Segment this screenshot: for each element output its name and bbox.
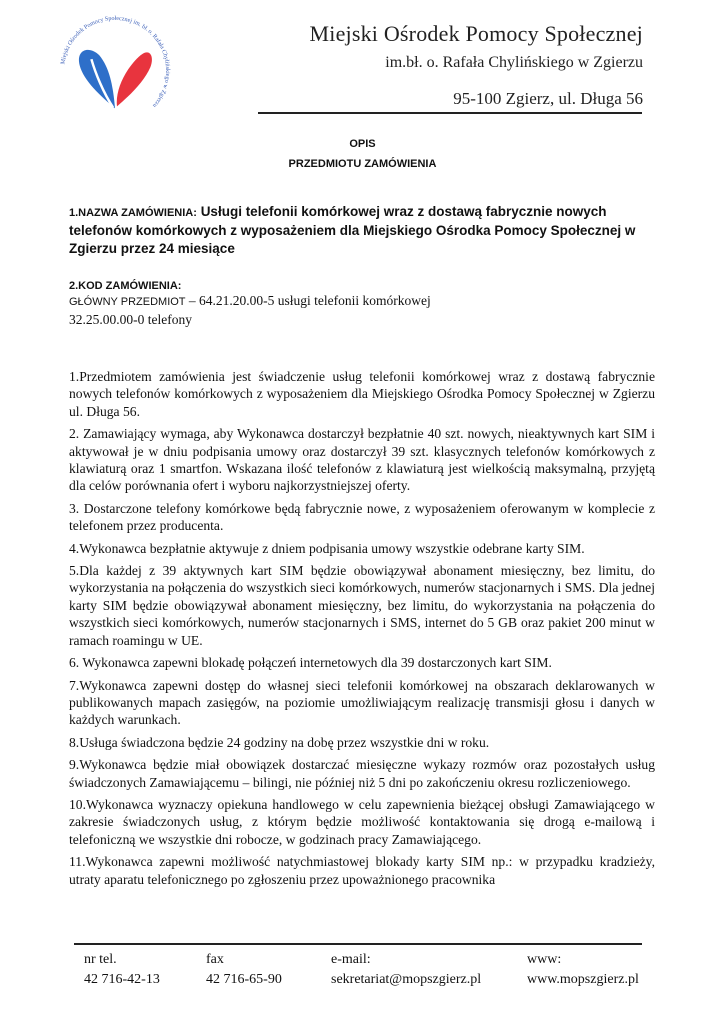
email-value[interactable]: sekretariat@mopszgierz.pl: [331, 972, 482, 987]
paragraph: 1.Przedmiotem zamówienia jest świadczenie usług telefonii komórkowej wraz z dostawą fabrycznie nowych telefonów komórkowych z wyposażeniem dla Miejskiego Ośrodka Pomocy Społecznej w Zgierzu ul. Długa 56.: [69, 369, 655, 419]
email-label: e-mail:: [331, 952, 371, 967]
main-code-line: [69, 292, 657, 311]
body-paragraphs: [69, 368, 655, 893]
heart-logo: [56, 12, 174, 130]
paragraph: 5.Dla każdej z 39 aktywnych kart SIM będzie obowiązywał abonament miesięczny, bez limitu, do wykorzystania na połączenia do wszystkich sieci komórkowych, numerów stacjonarnych i SMS. Dla jednej karty SIM będzie obowiązywał abonament miesięczny, bez limitu, do wykorzystania na połączenia do wszystkich sieci komórkowych, numerów stacjonarnych i SMS, internet do 5 GB oraz pakiet 200 minut w ramach roamingu w UE.: [69, 563, 655, 648]
heart-red-shape: [117, 52, 152, 106]
footer-divider: [74, 943, 642, 945]
fax-label: fax: [206, 952, 224, 967]
paragraph: 11.Wykonawca zapewni możliwość natychmiastowej blokady karty SIM np.: w przypadku kradzieży, utraty aparatu telefonicznego po zgłoszeniu przez upoważnionego pracownika: [69, 854, 655, 887]
phone-label: nr tel.: [84, 952, 117, 967]
logo-ring-text: Miejski Ośrodek Pomocy Społecznej im. bł. o. Rafała Chylińskiego w Zgierzu: [60, 15, 171, 109]
paragraph: 8.Usługa świadczona będzie 24 godziny na dobę przez wszystkie dni w roku.: [69, 734, 490, 750]
paragraph: 9.Wykonawca będzie miał obowiązek dostarczać miesięczne wykazy rozmów oraz pozostałych usług świadczonych Zamawiającemu – bilingi, nie później niż 5 dni po zakończeniu okresu rozliczeniowego.: [69, 757, 655, 790]
paragraph: 4.Wykonawca bezpłatnie aktywuje z dniem podpisania umowy wszystkie odebrane karty SIM.: [69, 540, 585, 556]
paragraph: 3. Dostarczone telefony komórkowe będą fabrycznie nowe, z wyposażeniem oferowanym w komplecie z telefonem przez producenta.: [69, 500, 655, 534]
main-code-rest: – 64.21.20.00-5 usługi telefonii komórkowej: [185, 293, 431, 308]
header-divider: [258, 112, 642, 114]
www-value[interactable]: www.mopszgierz.pl: [527, 972, 639, 987]
order-name-section: [69, 203, 657, 258]
secondary-code-line: 32.25.00.00-0 telefony: [69, 312, 192, 327]
footer-email: [331, 950, 481, 990]
order-code-label: 2.KOD ZAMÓWIENIA:: [69, 280, 182, 292]
order-name-text: Usługi telefonii komórkowej wraz z dostawą fabrycznie nowych telefonów komórkowych z wyposażeniem dla Miejskiego Ośrodka Pomocy Społecznej w Zgierzu przez 24 miesiące: [69, 204, 636, 256]
footer-phone: [84, 950, 160, 990]
org-header: [310, 20, 644, 110]
paragraph: 10.Wykonawca wyznaczy opiekuna handlowego w celu zapewnienia bieżącej obsługi Zamawiającego w zakresie świadczonych usług, z którym będzie możliwość kontaktowania się drogą e-mailową i telefoniczną we wszystkie dni robocze, w godzinach pracy Zamawiającego.: [69, 796, 655, 847]
www-label: www:: [527, 952, 562, 967]
paragraph: 6. Wykonawca zapewni blokadę połączeń internetowych dla 39 dostarczonych kart SIM.: [69, 655, 552, 671]
org-name: Miejski Ośrodek Pomocy Społecznej: [309, 21, 643, 46]
footer-www: [527, 950, 639, 990]
main-code-prefix: GŁÓWNY PRZEDMIOT: [69, 296, 186, 308]
order-name-label: 1.NAZWA ZAMÓWIENIA:: [69, 207, 197, 219]
phone-value: 42 716-42-13: [84, 972, 160, 987]
doc-title: OPIS: [349, 138, 376, 150]
doc-subtitle: PRZEDMIOTU ZAMÓWIENIA: [288, 158, 437, 170]
footer-fax: [206, 950, 282, 990]
fax-value: 42 716-65-90: [206, 972, 282, 987]
paragraph: 2. Zamawiający wymaga, aby Wykonawca dostarczył bezpłatnie 40 szt. nowych, nieaktywnych kart SIM i aktywował je w dniu podpisania umowy oraz dostarczył 39 szt. klasycznych telefonów komórkowych z klawiaturą oraz 1 smartfon. Wskazana ilość telefonów z klawiaturą jest wielkością maksymalną, przyjętą dla celów porównania ofert i wyboru najkorzystniejszej oferty.: [69, 426, 655, 494]
org-address: 95-100 Zgierz, ul. Długa 56: [453, 89, 643, 108]
paragraph: 7.Wykonawca zapewni dostęp do własnej sieci telefonii komórkowej na obszarach deklarowanych w publikowanych mapach zasięgów, na poziomie umożliwiającym realizację transmisji głosu i danych w każdych warunkach.: [69, 677, 655, 728]
org-patron: im.bł. o. Rafała Chylińskiego w Zgierzu: [385, 54, 643, 71]
order-code-section: [69, 280, 657, 328]
